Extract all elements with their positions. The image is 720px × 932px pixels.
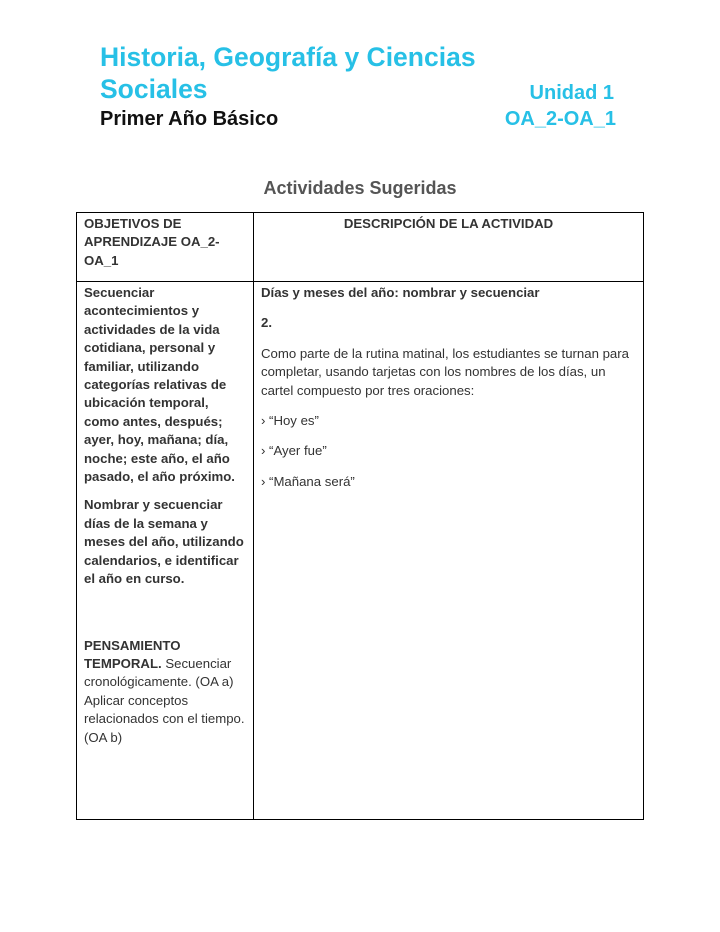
grade-label: Primer Año Básico <box>100 108 279 130</box>
objective-code: OA_2-OA_1 <box>504 108 616 130</box>
sentence-item: › “Mañana será” <box>261 473 355 489</box>
table-body-row <box>77 282 644 820</box>
activity-title: Días y meses del año: nombrar y secuenciar <box>261 285 540 300</box>
objectives-cell <box>77 282 254 820</box>
sentence-item: › “Hoy es” <box>261 413 319 429</box>
sentence-item: › “Ayer fue” <box>261 443 327 459</box>
activity-table <box>76 212 644 820</box>
description-cell <box>254 282 644 820</box>
description-header: DESCRIPCIÓN DE LA ACTIVIDAD <box>254 213 644 282</box>
activity-description: Como parte de la rutina matinal, los estudiantes se turnan para completar, usando tarjetas con los nombres de los días, un cartel compuesto por tres oraciones: <box>261 345 629 398</box>
subject-title-line2: Sociales <box>100 74 208 104</box>
objectives-header: OBJETIVOS DE APRENDIZAJE OA_2-OA_1 <box>77 213 254 282</box>
unit-label: Unidad 1 <box>529 82 614 104</box>
objective-text-1: Secuenciar acontecimientos y actividades de la vida cotidiana, personal y familiar, utilizando categorías relativas de ubicación temporal, como antes, después; ayer, hoy, mañana; día, noche; este año, el año pasado, el año próximo. <box>84 285 235 485</box>
table-header-row <box>77 213 644 282</box>
skill-paragraph <box>84 637 246 747</box>
subject-title-line1: Historia, Geografía y Ciencias <box>100 42 476 72</box>
activity-step-number: 2. <box>261 315 272 331</box>
skill-label: PENSAMIENTO TEMPORAL. <box>84 637 181 671</box>
spacer <box>84 599 246 637</box>
skill-text: Secuenciar cronológicamente. (OA a) Aplicar conceptos relacionados con el tiempo. (OA b) <box>84 655 245 745</box>
objective-text-2: Nombrar y secuenciar días de la semana y meses del año, utilizando calendarios, e identificar el año en curso. <box>84 497 244 587</box>
section-title: Actividades Sugeridas <box>263 178 457 198</box>
